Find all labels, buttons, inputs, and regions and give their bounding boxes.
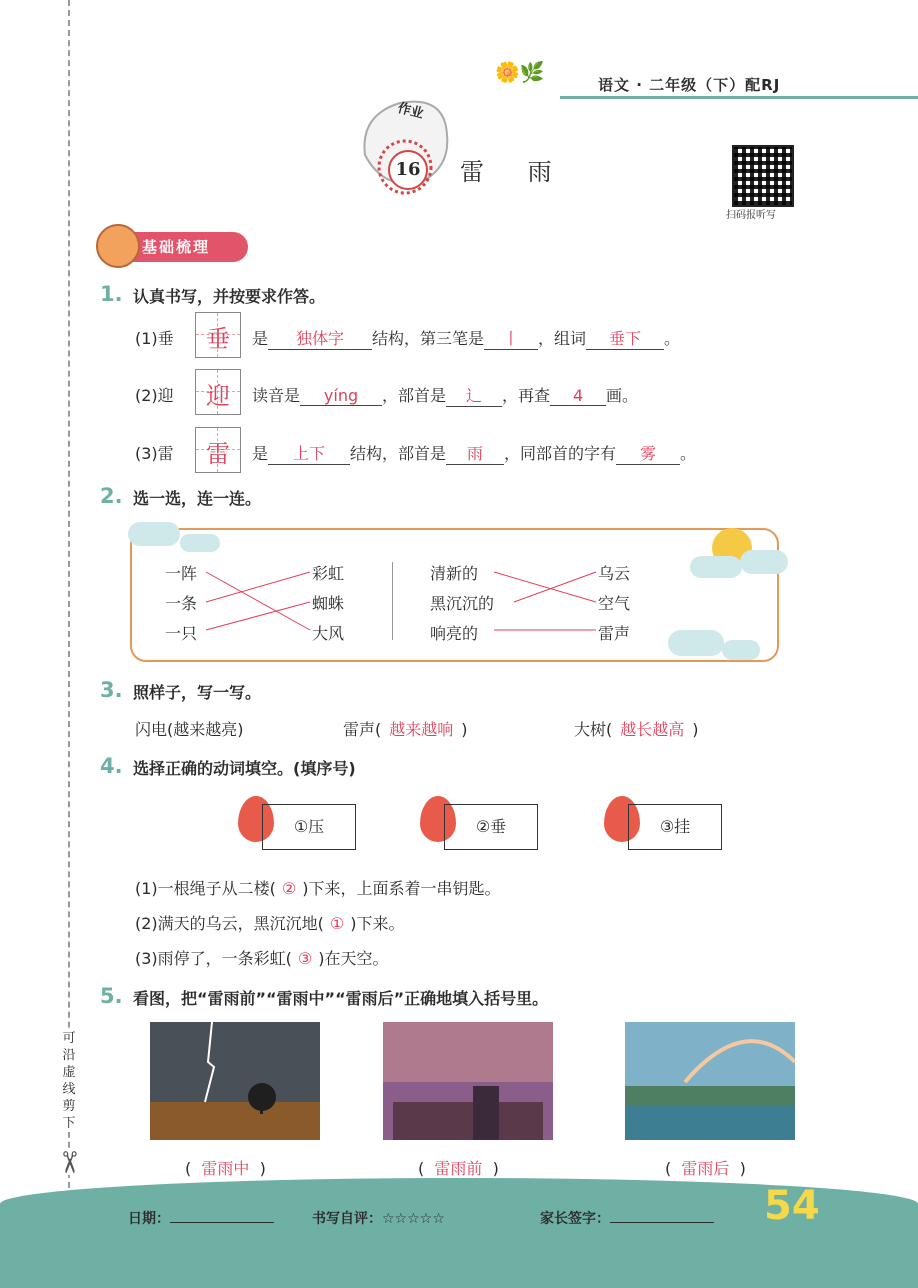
city-photo (383, 1022, 553, 1140)
answer: ③ (297, 949, 313, 968)
badge-text: 作业 (395, 100, 425, 123)
flower-decoration-icon: 🌼🌿 (495, 60, 545, 84)
storm-photo (150, 1022, 320, 1140)
q5-title: 看图，把“雷雨前”“雷雨中”“雷雨后”正确地填入括号里。 (133, 989, 549, 1008)
answer: 雾 (616, 441, 680, 465)
q2-title: 选一选，连一连。 (133, 489, 262, 508)
q3-number: 3. (100, 678, 123, 702)
q1-title: 认真书写，并按要求作答。 (133, 287, 326, 306)
answer: 丨 (484, 326, 538, 350)
q2-number: 2. (100, 484, 123, 508)
match-right-a[interactable]: 蜘蛛 (312, 594, 345, 613)
verb-option: ③挂 (628, 804, 722, 850)
match-left-b[interactable]: 响亮的 (430, 624, 479, 643)
q1-row2-label: (2)迎 (135, 386, 174, 405)
match-left-b[interactable]: 黑沉沉的 (430, 594, 495, 613)
q4-sentence: (2)满天的乌云，黑沉沉地( ① )下来。 (135, 914, 405, 933)
grid-char: 雷 (206, 440, 230, 468)
answer: 4 (550, 386, 606, 406)
answer: 独体字 (268, 326, 372, 350)
caption: ( 雷雨中 ) (185, 1159, 266, 1178)
header-subject: 语文 · 二年级（下）配RJ (598, 76, 781, 94)
q1-row3-label: (3)雷 (135, 444, 174, 463)
rainbow-photo (625, 1022, 795, 1140)
q1-row1: 是 独体字 结构，第三笔是 丨 ，组词 垂下 。 (252, 326, 680, 350)
verb-option: ①压 (262, 804, 356, 850)
answer: ① (329, 914, 345, 933)
tian-grid (195, 312, 241, 358)
match-right-b[interactable]: 雷声 (598, 624, 631, 643)
answer: ② (281, 879, 297, 898)
verb-option: ②垂 (444, 804, 538, 850)
tian-grid (195, 427, 241, 473)
match-left-a[interactable]: 一阵 (165, 564, 198, 583)
q4-sentence: (1)一根绳子从二楼( ② )下来，上面系着一串钥匙。 (135, 879, 501, 898)
match-line (494, 572, 596, 602)
grid-char: 迎 (206, 382, 230, 410)
lesson-title: 雷 雨 (460, 158, 570, 186)
lesson-number: 16 (388, 150, 428, 190)
match-line (206, 602, 310, 630)
answer: yíng (300, 386, 382, 406)
match-line (206, 572, 310, 602)
match-right-a[interactable]: 彩虹 (312, 564, 345, 583)
q3-title: 照样子，写一写。 (133, 683, 262, 702)
page-number: 54 (764, 1183, 820, 1229)
q4-sentence: (3)雨停了，一条彩虹( ③ )在天空。 (135, 949, 389, 968)
scissors-icon: ✂ (51, 1149, 87, 1176)
match-right-b[interactable]: 乌云 (598, 564, 631, 583)
q3-item1: 雷声( 越来越响 ) (343, 720, 468, 739)
qr-label: 扫码报听写 (726, 210, 776, 221)
match-right-a[interactable]: 大风 (312, 624, 345, 643)
section-title: 基础梳理 (142, 238, 211, 256)
answer: 越来越响 (389, 720, 454, 739)
match-line (206, 572, 310, 630)
caption: ( 雷雨后 ) (665, 1159, 746, 1178)
q1-row1-label: (1)垂 (135, 329, 174, 348)
answer: 上下 (268, 441, 350, 465)
grid-char: 垂 (206, 325, 230, 353)
q4-title: 选择正确的动词填空。(填序号) (133, 759, 356, 778)
star-rating: ☆☆☆☆☆ (382, 1211, 445, 1227)
match-left-a[interactable]: 一条 (165, 594, 198, 613)
answer: 辶 (446, 383, 502, 407)
answer: 雨 (446, 441, 504, 465)
cut-instruction: 可沿虚线剪下 (60, 1030, 78, 1132)
match-right-b[interactable]: 空气 (598, 594, 631, 613)
date-field[interactable]: 日期： (128, 1208, 274, 1228)
q3-item2: 大树( 越长越高 ) (574, 720, 699, 739)
q1-row3: 是 上下 结构，部首是 雨 ，同部首的字有 雾 。 (252, 441, 696, 465)
tian-grid (195, 369, 241, 415)
parent-signature[interactable]: 家长签字： (540, 1208, 714, 1228)
answer: 垂下 (586, 326, 664, 350)
self-eval[interactable]: 书写自评：☆☆☆☆☆ (312, 1211, 445, 1227)
match-left-a[interactable]: 一只 (165, 624, 198, 643)
q1-row2: 读音是 yíng ，部首是 辶 ，再查 4 画。 (252, 383, 638, 407)
q4-number: 4. (100, 754, 123, 778)
q3-example: 闪电(越来越亮) (135, 720, 244, 739)
caption: ( 雷雨前 ) (418, 1159, 499, 1178)
answer: 越长越高 (620, 720, 685, 739)
match-line (514, 572, 596, 602)
match-left-b[interactable]: 清新的 (430, 564, 479, 583)
q1-number: 1. (100, 282, 123, 306)
q5-number: 5. (100, 984, 123, 1008)
